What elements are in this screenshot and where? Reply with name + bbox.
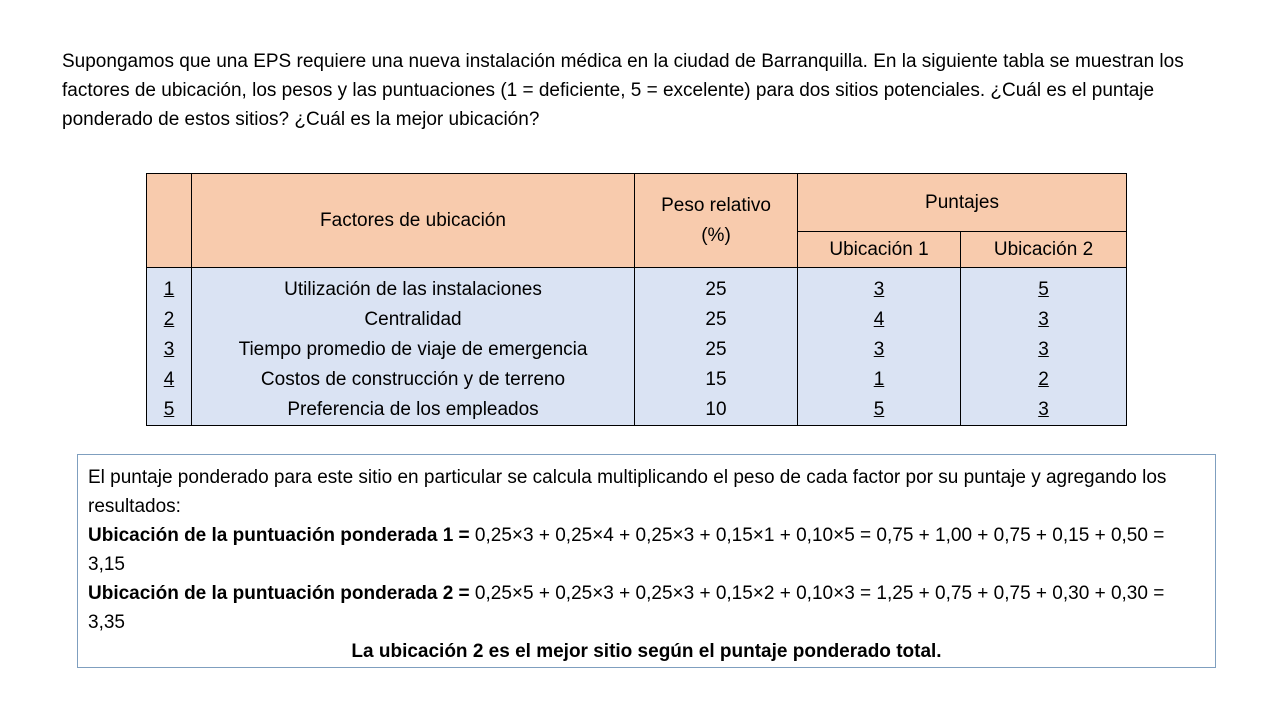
- factor-name: Centralidad: [364, 309, 462, 330]
- location-1-formula: 0,25×3 + 0,25×4 + 0,25×3 + 0,15×1 + 0,10×5 = 0,75 + 1,00 + 0,75 + 0,15 + 0,50 = 3,15: [88, 525, 1165, 575]
- number-column-header: [147, 174, 192, 268]
- location-2-score: 3: [1038, 339, 1049, 360]
- factors-column-header: Factores de ubicación: [192, 174, 635, 268]
- factor-number: 2: [163, 309, 175, 330]
- factor-weight: 25: [705, 339, 727, 360]
- location-1-score: 4: [873, 309, 885, 330]
- location-2-score: 3: [1038, 399, 1049, 420]
- weight-column-header: Peso relativo (%): [635, 174, 798, 268]
- location-1-score: 5: [873, 399, 885, 420]
- location-2-score: 2: [1038, 369, 1049, 390]
- factor-weight: 10: [705, 399, 727, 420]
- location-2-column-header: Ubicación 2: [961, 232, 1127, 268]
- location-2-calculation: [88, 579, 1205, 637]
- factor-weight: 25: [705, 279, 727, 300]
- factor-name: Costos de construcción y de terreno: [260, 369, 566, 390]
- location-2-score: 5: [1038, 279, 1049, 300]
- conclusion: La ubicación 2 es el mejor sitio según el puntaje ponderado total.: [351, 641, 942, 662]
- factor-numbers-cell: [147, 268, 192, 426]
- location-1-column-header: Ubicación 1: [798, 232, 961, 268]
- factor-weight: 25: [705, 309, 727, 330]
- solution-intro: El puntaje ponderado para este sitio en particular se calcula multiplicando el peso de cada factor por su puntaje y agregando los resultados:: [88, 467, 1167, 517]
- factor-number: 1: [163, 279, 175, 300]
- location-1-score: 3: [873, 339, 885, 360]
- location-2-score: 3: [1038, 309, 1049, 330]
- location-factors-table: [146, 173, 1127, 426]
- factor-name: Preferencia de los empleados: [287, 399, 539, 420]
- weights-cell: [635, 268, 798, 426]
- factor-number: 5: [163, 399, 175, 420]
- factor-name: Tiempo promedio de viaje de emergencia: [238, 339, 588, 360]
- factor-names-cell: [192, 268, 635, 426]
- location-1-score: 3: [873, 279, 885, 300]
- solution-box: [77, 454, 1216, 668]
- factor-weight: 15: [705, 369, 727, 390]
- location-2-label: Ubicación de la puntuación ponderada 2 =: [88, 583, 470, 604]
- location-1-scores-cell: [798, 268, 961, 426]
- factor-number: 4: [163, 369, 175, 390]
- location-1-score: 1: [873, 369, 885, 390]
- location-1-label: Ubicación de la puntuación ponderada 1 =: [88, 525, 470, 546]
- factor-number: 3: [163, 339, 175, 360]
- location-2-formula: 0,25×5 + 0,25×3 + 0,25×3 + 0,15×2 + 0,10×3 = 1,25 + 0,75 + 0,75 + 0,30 + 0,30 = 3,35: [88, 583, 1165, 633]
- location-2-scores-cell: [961, 268, 1127, 426]
- scores-column-header: Puntajes: [798, 174, 1127, 232]
- location-1-calculation: [88, 521, 1205, 579]
- problem-statement: Supongamos que una EPS requiere una nueva instalación médica en la ciudad de Barranquilla. En la siguiente tabla se muestran los factores de ubicación, los pesos y las puntuaciones (1 = deficiente, 5 = excelente) para dos sitios potenciales. ¿Cuál es el puntaje ponderado de estos sitios? ¿Cuál es la mejor ubicación?: [62, 51, 1184, 130]
- factor-name: Utilización de las instalaciones: [284, 279, 542, 300]
